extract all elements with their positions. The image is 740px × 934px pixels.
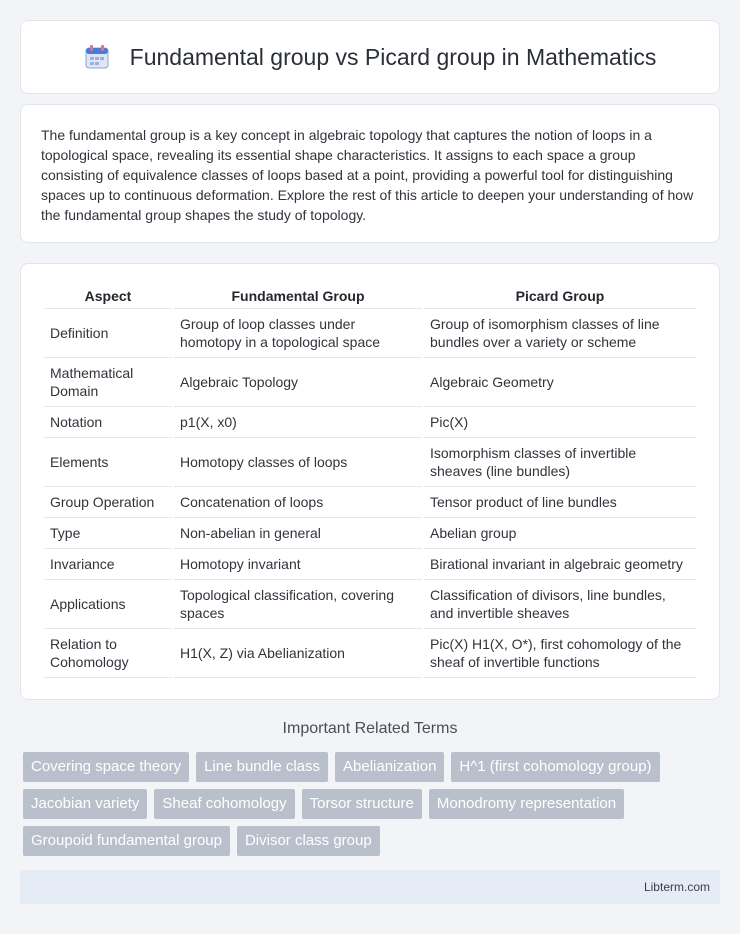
table-cell: Group of isomorphism classes of line bundles over a variety or scheme (424, 309, 696, 358)
table-cell: Mathematical Domain (44, 358, 172, 407)
table-cell: Group of loop classes under homotopy in a topological space (174, 309, 422, 358)
table-cell: Tensor product of line bundles (424, 487, 696, 518)
column-header-picard: Picard Group (424, 284, 696, 309)
table-cell: Definition (44, 309, 172, 358)
table-row (44, 407, 696, 438)
table-cell: Topological classification, covering spaces (174, 580, 422, 629)
term-tag[interactable]: Divisor class group (237, 826, 380, 856)
table-cell: Pic(X) (424, 407, 696, 438)
term-tag[interactable]: H^1 (first cohomology group) (451, 752, 659, 782)
intro-card (20, 104, 720, 243)
related-terms-list (23, 752, 717, 856)
term-tag[interactable]: Sheaf cohomology (154, 789, 294, 819)
table-cell: Relation to Cohomology (44, 629, 172, 678)
table-row (44, 487, 696, 518)
table-cell: Isomorphism classes of invertible sheaves (line bundles) (424, 438, 696, 487)
table-cell: H1(X, Z) via Abelianization (174, 629, 422, 678)
table-cell: Algebraic Topology (174, 358, 422, 407)
table-cell: Homotopy invariant (174, 549, 422, 580)
comparison-table (42, 284, 698, 678)
table-row (44, 358, 696, 407)
page-title: Fundamental group vs Picard group in Mathematics (129, 43, 657, 70)
table-cell: Elements (44, 438, 172, 487)
table-cell: Concatenation of loops (174, 487, 422, 518)
table-cell: Notation (44, 407, 172, 438)
table-cell: Applications (44, 580, 172, 629)
term-tag[interactable]: Groupoid fundamental group (23, 826, 230, 856)
table-cell: Classification of divisors, line bundles, and invertible sheaves (424, 580, 696, 629)
table-row (44, 518, 696, 549)
footer (20, 870, 720, 904)
term-tag[interactable]: Jacobian variety (23, 789, 147, 819)
table-header-row (44, 284, 696, 309)
table-cell: Birational invariant in algebraic geometry (424, 549, 696, 580)
term-tag[interactable]: Line bundle class (196, 752, 328, 782)
comparison-table-card (20, 263, 720, 700)
table-row (44, 309, 696, 358)
column-header-aspect: Aspect (44, 284, 172, 309)
header-card (20, 20, 720, 94)
term-tag[interactable]: Monodromy representation (429, 789, 624, 819)
term-tag[interactable]: Abelianization (335, 752, 444, 782)
table-row (44, 438, 696, 487)
term-tag[interactable]: Covering space theory (23, 752, 189, 782)
column-header-fundamental: Fundamental Group (174, 284, 422, 309)
table-cell: Group Operation (44, 487, 172, 518)
intro-text: The fundamental group is a key concept in algebraic topology that captures the notion of loops in a topological space, revealing its essential shape characteristics. It assigns to each space a group consisting of equivalence classes of loops based at a point, providing a powerful tool for distinguishing spaces up to continuous deformation. Explore the rest of this article to deepen your understanding of how the fundamental group shapes the study of topology. (41, 127, 694, 223)
table-row (44, 580, 696, 629)
table-row (44, 629, 696, 678)
related-terms-title: Important Related Terms (282, 720, 458, 737)
term-tag[interactable]: Torsor structure (302, 789, 422, 819)
footer-site-link[interactable]: Libterm.com (643, 880, 710, 894)
table-cell: Algebraic Geometry (424, 358, 696, 407)
table-cell: Pic(X) H1(X, O*), first cohomology of the sheaf of invertible functions (424, 629, 696, 678)
table-row (44, 549, 696, 580)
table-cell: Type (44, 518, 172, 549)
table-cell: Abelian group (424, 518, 696, 549)
table-cell: Non-abelian in general (174, 518, 422, 549)
table-cell: Invariance (44, 549, 172, 580)
calendar-icon (84, 44, 110, 70)
table-cell: p1(X, x0) (174, 407, 422, 438)
table-cell: Homotopy classes of loops (174, 438, 422, 487)
